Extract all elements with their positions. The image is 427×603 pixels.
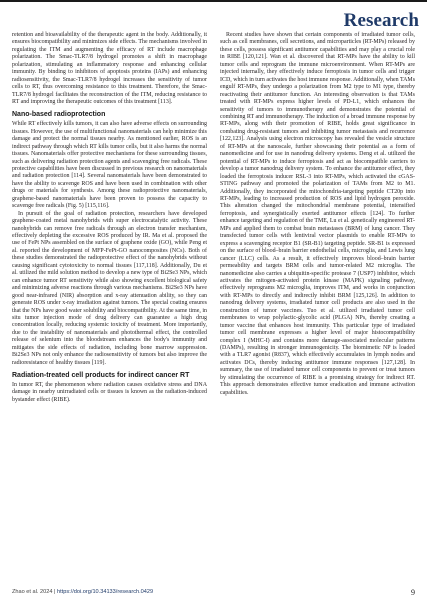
paragraph: retention and bioavailability of the therapeutic agent in the body. Additionally, it ensures biocompatibility and minimizes side effects. The mechanisms involved in regulating the ITM and augmenting the efficacy of RT include macrophage polarization. The Smac-TLR7/8 hydrogel promotes a shift in macrophage polarization, stimulating an inflammatory response and enhancing cellular immunity. By binding to inhibitors of apoptosis proteins (IAPs) and enhancing radiosensitivity, the Smac-TLR7/8 hydrogel increases the sensitivity of tumor cells to RT, thus overcoming resistance to this treatment. Therefore, the Smac-TLR7/8 hydrogel facilitates the reconstruction of the ITM, reducing resistance to RT and improving the therapeutic outcomes of this treatment [113]. xyxy=(12,32,207,106)
right-column xyxy=(220,32,415,397)
section-heading-nano-radioprotection: Nano-based radioprotection xyxy=(12,111,106,119)
page-number: 9 xyxy=(411,588,415,597)
page-footer xyxy=(12,589,415,595)
paragraph: In tumor RT, the phenomenon where radiation causes oxidative stress and DNA damage in nearby unirradiated cells or tissues is known as the radiation-induced bystander effect (RIBE). xyxy=(12,381,207,403)
left-column xyxy=(12,32,207,404)
paragraph: Recent studies have shown that certain components of irradiated tumor cells, such as cell membranes, cell secretions, and microparticles (RT-MPs) released by these cells, possess significant antitumor capabilities and may play a crucial role in RIBE [120,121]. Wan et al. discovered that RT-MPs have the ability to kill tumor cells and reprogram the immune microenvironment. When RT-MPs are injected internally, they effectively induce ferroptosis in tumor cells and trigger ICD, which in turn activates the host immune response. Additionally, when TAMs engulf RT-MPs, they undergo a polarization from M2 type to M1 type, thereby reactivating their antitumor function. An interesting observation is that TAMs treated with RT-MPs express higher levels of PD-L1, which enhances the sensitivity of tumors to immunotherapy and demonstrates the potential of combining RT and immunotherapy. The induction of a broad immune response by RT-MPs, along with their promotion of RIBE, holds great significance in combating drug-resistant tumors and inhibiting tumor metastasis and recurrence [122,123]. Analysis using electron microscopy has revealed the vesicle structure of RT-MPs at the nanoscale, further showcasing their potential as a form of nanomedicine and for use in nanodrug delivery systems. Deng et al. utilized the potential of RT-MPs to induce ferroptosis and act as biocompatible carriers to develop a tumor nanodrug delivery system. To enhance the antitumor effect, they loaded the ferroptosis inducer RSL-3 into RT-MPs, which activated the cGAS-STING pathway and promoted the polarization of TAMs from M2 to M1. Additionally, they incorporated the mitochondria-targeting peptide CT20p into RT-MPs, leading to increased production of ROS and lipid hydrogen peroxide. This alteration changed the mitochondrial membrane potential, intensified ferroptosis, and synergistically exerted antitumor effects [124]. To further enhance targeting and regulation of the TME, Lu et al. genetically engineered RT-MPs and applied them to combat brain metastases (BRM) of lung cancer. They transfected tumor cells with lentiviral vector plasmids to enable RT-MPs to express a scavenging receptor B1 (SR-B1) targeting peptide. SR-B1 is expressed on the surface of blood–brain barrier endothelial cells, microglia, and Lewis lung cancer (LLC) cells. As a result, it effectively improves blood–brain barrier permeability and targets BRM cells and tumor-related M2 microglia. The nanomedicine also carries a ubiquitin-specific protease 7 (USP7) inhibitor, which activates the mitogen-activated protein kinase (MAPK) signaling pathway, effectively reprograms M2 microglia, improves ITM, and works in conjunction with RT-MPs to directly and indirectly inhibit BRM [125,126]. In addition to nanodrug delivery systems, irradiated tumor cell products are also used in the construction of tumor vaccines. Tuo et al. utilized irradiated tumor cell membranes to wrap polylactic-glycolic acid (PLGA) NPs, thereby creating a tumor vaccine that enhances host immunity. This particular type of irradiated tumor cell membrane expresses a higher level of major histocompatibility complex I (MHC-I) and contains more damage-associated molecular patterns (DAMPs), resulting in stronger immunogenicity. The biomimetic NP is loaded with a TLR7 agonist (R837), which effectively accumulates in lymph nodes and activates DCs, thereby inducing antitumor immune responses [127,128]. In summary, the use of irradiated tumor cell components to prevent or treat tumors by stimulating the occurrence of RIBE is a promising strategy for indirect RT. This approach demonstrates effective tumor eradication and immune activation capabilities. xyxy=(220,32,415,396)
doi-link[interactable]: https://doi.org/10.34133/research.0429 xyxy=(57,589,154,595)
paragraph: In pursuit of the goal of radiation protection, researchers have developed graphene-coated metal nanohybrids with super electrocatalytic activity. These nanohybrids can remove free radicals through an electron transfer mechanism, effectively depleting the excessive ROS produced by IR. Ma et al. proposed the use of FePt NPs assembled on the surface of graphene oxide (GO), while Peng et al. reported the development of MFP-FePt-GO nanocomposites (NCs). Both of these studies demonstrated the radioprotective effect of the nanohybrids without causing significant cytotoxicity to normal tissues [117,118]. Additionally, Du et al. utilized the mild solution method to develop a new type of Bi2Se3 NPs, which can enhance tumor RT sensitivity while also showing excellent biological safety and minimizing adverse reactions through various mechanisms. Bi2Se3 NPs have good near-infrared (NIR) absorption and x-ray attenuation ability, so they can generate ROS under x-ray irradiation against tumors. The special coating ensures that the NPs have good water solubility and biocompatibility. At the same time, in situ tumor injection mode of drug delivery can guarantee a high drug concentration locally, reducing systemic toxicity of treatment. More importantly, due to the instability of nanomaterials and photothermal effect, the controlled release of selenium into the bloodstream enhances the body's immunity and mitigates the side effects of radiation, including bone marrow suppression. Bi2Se3 NPs not only enhance the radiosensitivity of tumors but also improve the radioresistance of healthy tissues [119]. xyxy=(12,210,207,366)
citation xyxy=(12,589,153,595)
top-rule xyxy=(0,0,427,2)
journal-title: Research xyxy=(343,10,419,31)
paragraph: While RT effectively kills tumors, it can also have adverse effects on surrounding tissues. However, the use of multifunctional nanomaterials can help minimize this damage and protect the normal tissues nearby. As mentioned earlier, ROS is an indirect pathway through which RT kills tumor cells, but it also harms the normal tissues. Nanomaterials offer protective mechanisms for these surrounding tissues, such as delivering radiation protection agents and scavenging free radicals. These protective capabilities have been discussed in previous research on nanomaterials and radiation protection [114]. Several nanomaterials have been demonstrated to have the ability to scavenge ROS and have been used in combination with other drugs or materials for synthesis. Among these radioprotective nanomaterials, graphene-based nanomaterials have been proven to possess the capacity to scavenge free radicals (Fig. 5) [115,116]. xyxy=(12,121,207,210)
citation-prefix: Zhao et al. 2024 | xyxy=(12,589,57,595)
section-heading-radiation-treated-cell-products: Radiation-treated cell products for indirect cancer RT xyxy=(12,371,190,379)
